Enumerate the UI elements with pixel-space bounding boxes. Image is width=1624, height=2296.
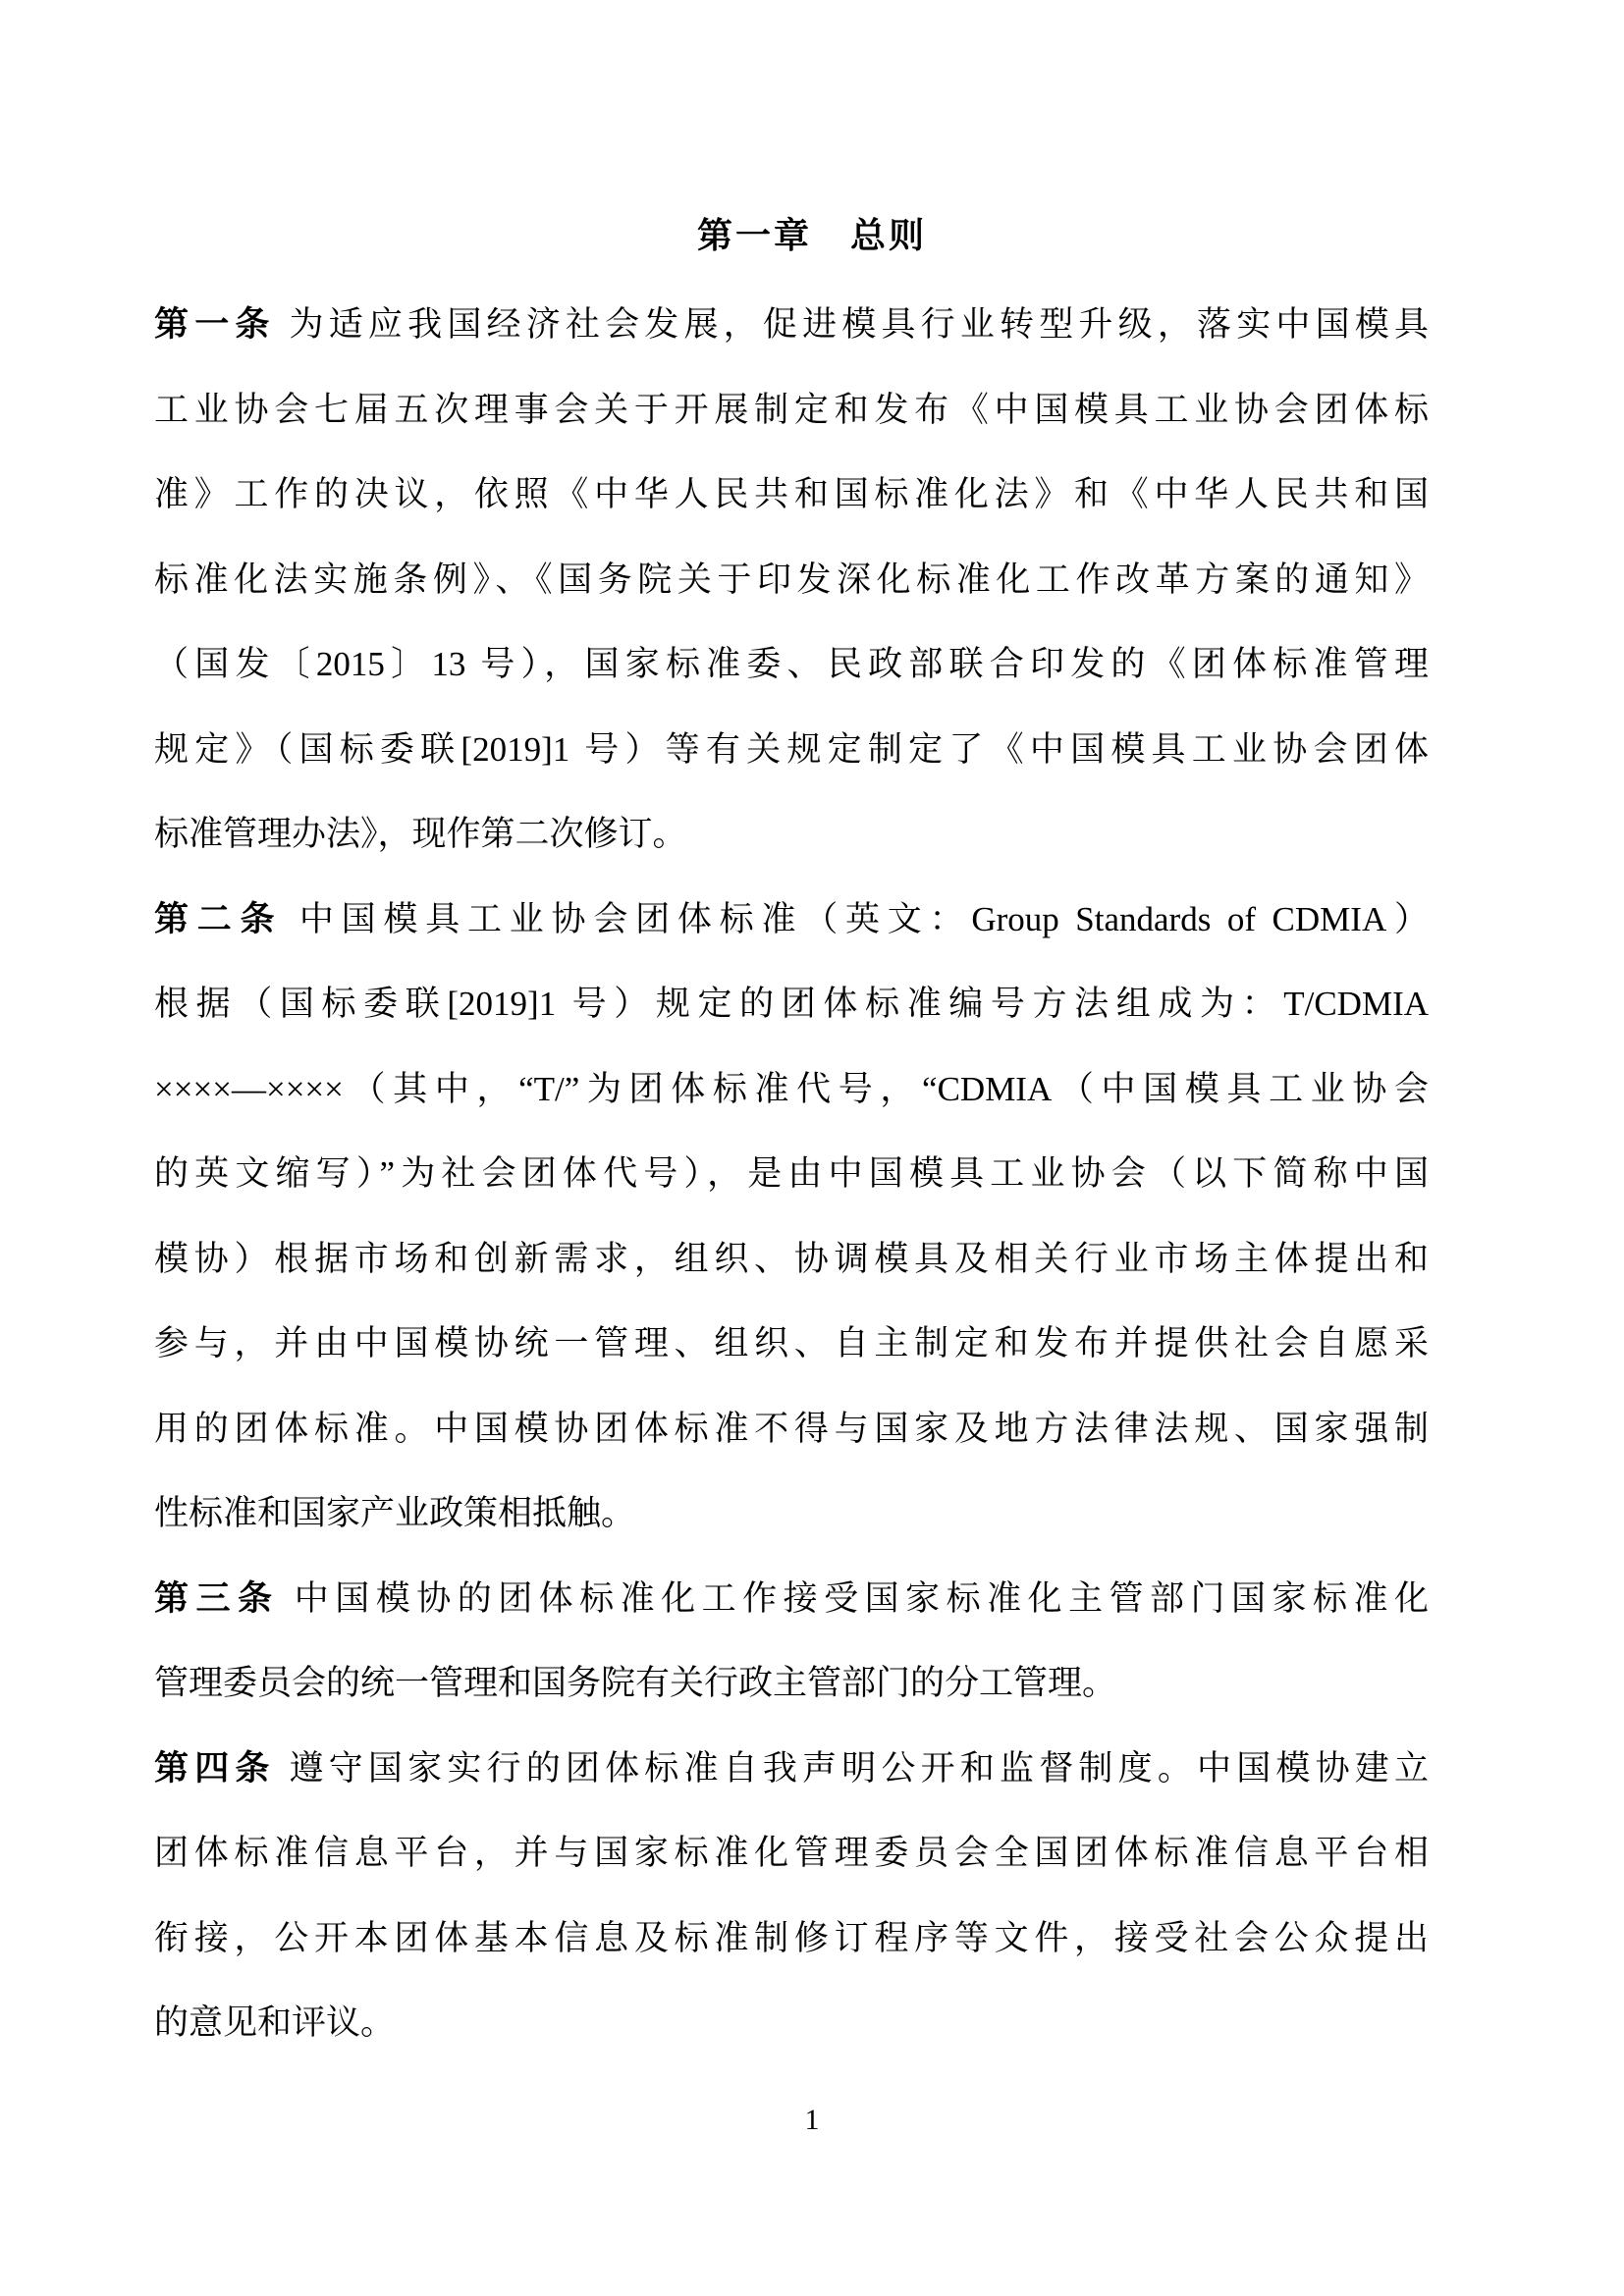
document-line: 模协）根据市场和创新需求，组织、协调模具及相关行业市场主体提出和 — [154, 1239, 1429, 1278]
document-line: 工业协会七届五次理事会关于开展制定和发布《中国模具工业协会团体标 — [154, 390, 1429, 429]
document-line: 根据（国标委联[2019]1 号）规定的团体标准编号方法组成为：T/CDMIA — [154, 985, 1429, 1023]
document-line: 管理委员会的统一管理和国务院有关行政主管部门的分工管理。 — [154, 1664, 1117, 1702]
article-number-label: 第四条 — [154, 1748, 276, 1788]
chapter-title: 第一章 总则 — [696, 216, 927, 255]
document-line: （国发〔2015〕13 号），国家标准委、民政部联合印发的《团体标准管理 — [154, 645, 1429, 683]
article-number-label: 第二条 — [154, 899, 284, 938]
document-line: 的意见和评议。 — [154, 2003, 396, 2042]
article-number-label: 第一条 — [154, 305, 276, 344]
document-line: 用的团体标准。中国模协团体标准不得与国家及地方法律法规、国家强制 — [154, 1409, 1429, 1448]
document-line: 准》工作的决议，依照《中华人民共和国标准化法》和《中华人民共和国 — [154, 475, 1429, 513]
document-line: 第四条 遵守国家实行的团体标准自我声明公开和监督制度。中国模协建立 — [154, 1748, 1429, 1788]
document-line: 衔接，公开本团体基本信息及标准制修订程序等文件，接受社会公众提出 — [154, 1918, 1429, 1957]
document-line: 规定》（国标委联[2019]1 号）等有关规定制定了《中国模具工业协会团体 — [154, 729, 1429, 769]
document-body — [154, 283, 1429, 2066]
document-line: 的英文缩写）”为社会团体代号），是由中国模具工业协会（以下简称中国 — [154, 1154, 1429, 1193]
document-line: 标准管理办法》，现作第二次修订。 — [154, 815, 687, 853]
document-line: 团体标准信息平台，并与国家标准化管理委员会全国团体标准信息平台相 — [154, 1834, 1429, 1872]
document-line: 参与，并由中国模协统一管理、组织、自主制定和发布并提供社会自愿采 — [154, 1324, 1429, 1362]
page-number: 1 — [804, 2104, 820, 2136]
article-number-label: 第三条 — [154, 1578, 280, 1618]
document-line: 第一条 为适应我国经济社会发展，促进模具行业转型升级，落实中国模具 — [154, 305, 1429, 344]
document-line: ××××—××××（其中，“T/”为团体标准代号，“CDMIA（中国模具工业协会 — [154, 1069, 1429, 1108]
document-line: 性标准和国家产业政策相抵触。 — [154, 1494, 636, 1532]
document-line: 第二条 中国模具工业协会团体标准（英文：Group Standards of CDMIA） — [154, 899, 1429, 938]
document-line: 第三条 中国模协的团体标准化工作接受国家标准化主管部门国家标准化 — [154, 1578, 1429, 1618]
document-line: 标准化法实施条例》、《国务院关于印发深化标准化工作改革方案的通知》 — [154, 560, 1429, 599]
